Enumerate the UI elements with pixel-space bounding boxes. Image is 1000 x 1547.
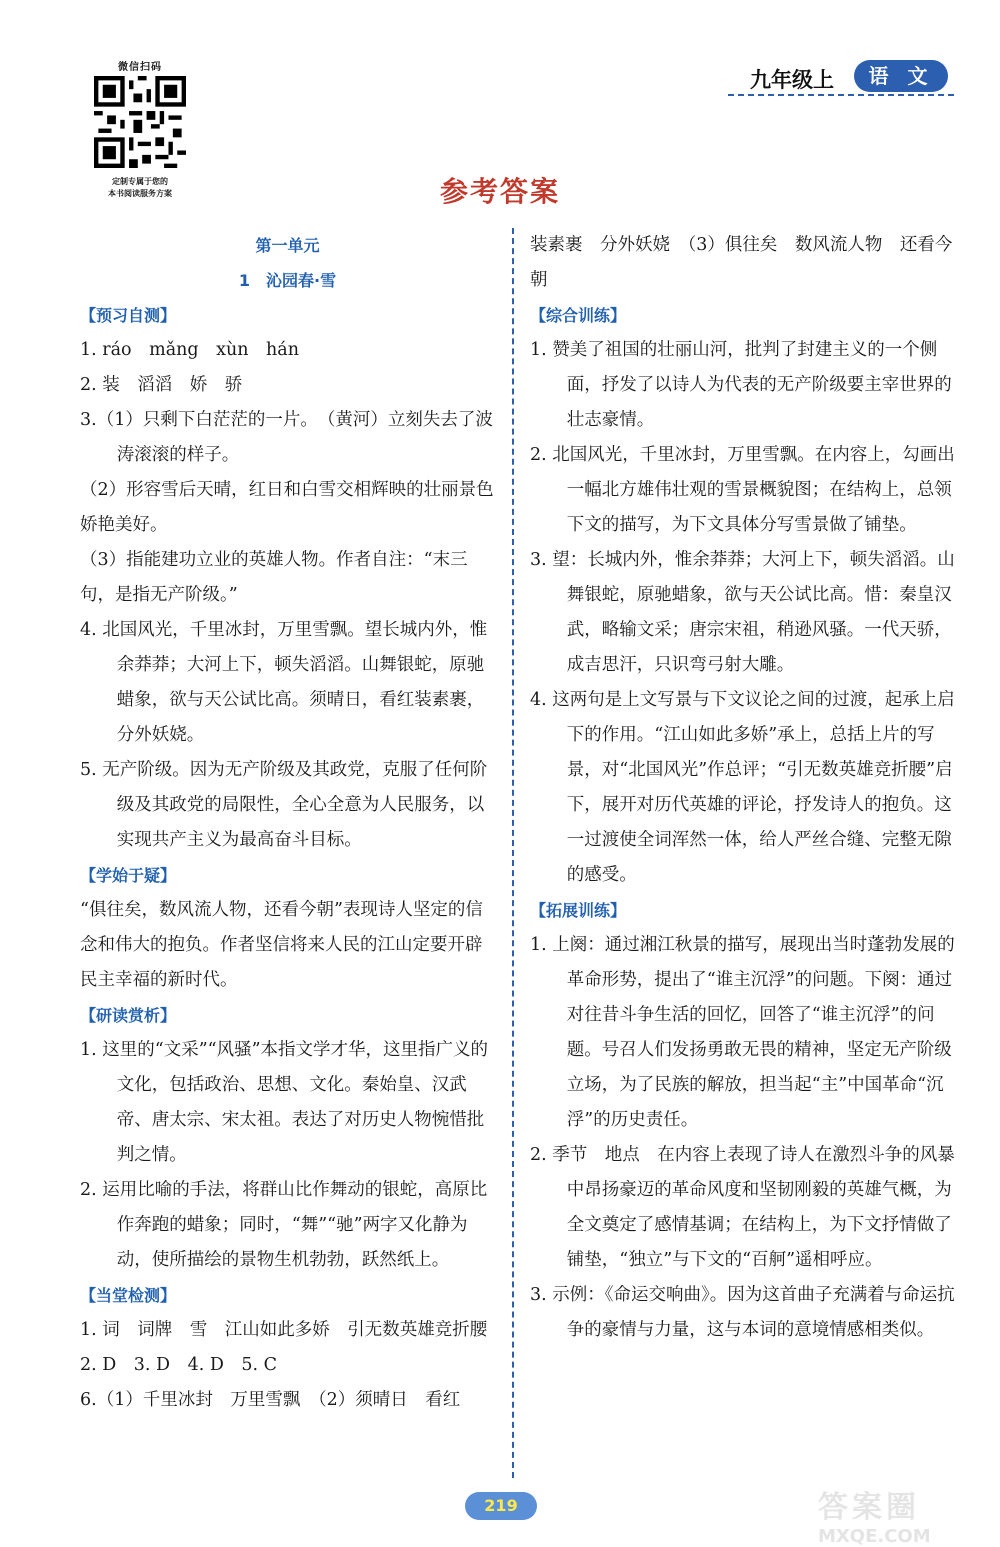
watermark-main: 答案圈 [818,1490,920,1525]
left-item-16: 1. 词 词牌 雪 江山如此多娇 引无数英雄竞折腰 [80,1320,488,1340]
left-para-7: （3）指能建功立业的英雄人物。作者自注：“末三句，是指无产阶级。” [80,550,468,605]
right-item-5: 4. 这两句是上文写景与下文议论之间的过渡，起承上启下的作用。“江山如此多娇”承上，总括上片的写景，对“北国风光”作总评；“引无数英雄竞折腰”启下，展开对历代英雄的评论，抒发诗人的抱负。这一过渡使全词浑然一体，给人严丝合缝、完整无隙的感受。 [530,690,955,885]
left-section-15: 【当堂检测】 [80,1286,177,1305]
left-item-13: 1. 这里的“文采”“风骚”本指文学才华，这里指广义的文化，包括政治、思想、文化。秦始皇、汉武帝、唐太宗、宋太祖。表达了对历史人物惋惜批判之情。 [80,1040,489,1165]
left-item-4: 2. 装 滔滔 娇 骄 [80,375,243,395]
right-item-7: 1. 上阕：通过湘江秋景的描写，展现出当时蓬勃发展的革命形势，提出了“谁主沉浮”的问题。下阕：通过对往昔斗争生活的回忆，回答了“谁主沉浮”的问题。号召人们发扬勇敢无畏的精神，坚定无产阶级立场，为了民族的解放，担当起“主”中国革命“沉浮”的历史责任。 [530,935,955,1130]
left-item-3: 1. ráo mǎng xùn hán [80,340,299,360]
column-divider [512,228,514,1478]
left-item-18: 6.（1）千里冰封 万里雪飘 （2）须晴日 看红 [80,1390,461,1410]
right-para-0: 装素裹 分外妖娆 （3）俱往矣 数风流人物 还看今朝 [530,235,953,290]
qr-caption-line-1: 定制专属于您的 [112,177,168,186]
right-column [530,228,960,1348]
left-item-5: 3.（1）只剩下白茫茫的一片。 （黄河）立刻失去了波涛滚滚的样子。 [80,410,493,465]
watermark-url: MXQE.COM [818,1526,931,1547]
left-section-12: 【研读赏析】 [80,1006,177,1025]
right-item-2: 1. 赞美了祖国的壮丽山河，批判了封建主义的一个侧面，抒发了以诗人为代表的无产阶级要主宰世界的壮志豪情。 [530,340,952,430]
left-section-10: 【学始于疑】 [80,866,177,885]
left-item-17: 2. D 3. D 4. D 5. C [80,1355,278,1375]
right-section-6: 【拓展训练】 [530,901,627,920]
left-item-8: 4. 北国风光，千里冰封，万里雪飘。望长城内外，惟余莽莽；大河上下，顿失滔滔。山舞银蛇，原驰蜡象，欲与天公试比高。须晴日，看红装素裹，分外妖娆。 [80,620,488,745]
subject-pill: 语 文 [854,60,948,92]
qr-caption-line-2: 本书阅读服务方案 [108,189,172,198]
header-underline [728,94,954,96]
left-item-14: 2. 运用比喻的手法，将群山比作舞动的银蛇，高原比作奔跑的蜡象；同时，“舞”“驰”两字又化静为动，使所描绘的景物生机勃勃，跃然纸上。 [80,1180,488,1270]
page-number-badge: 219 [465,1492,537,1520]
right-item-9: 3. 示例：《命运交响曲》。因为这首曲子充满着与命运抗争的豪情与力量，这与本词的意境情感相类似。 [530,1285,955,1340]
watermark-logo [818,1482,978,1547]
page-title: 参考答案 [439,175,560,208]
left-plain-11: “俱往矣，数风流人物，还看今朝”表现诗人坚定的信念和伟大的抱负。作者坚信将来人民的江山定要开辟民主幸福的新时代。 [80,900,483,990]
qr-caption-top: 微信扫码 [118,62,162,73]
left-para-6: （2）形容雪后天晴，红日和白雪交相辉映的壮丽景色 娇艳美好。 [80,480,529,535]
right-item-4: 3. 望：长城内外，惟余莽莽；大河上下，顿失滔滔。山舞银蛇，原驰蜡象，欲与天公试比高。惜：秦皇汉武，略输文采；唐宗宋祖，稍逊风骚。一代天骄，成吉思汗，只识弯弓射大雕。 [530,550,955,675]
left-lesson-1: 1 沁园春·雪 [238,271,337,290]
left-item-9: 5. 无产阶级。因为无产阶级及其政党，克服了任何阶级及其政党的局限性，全心全意为人民服务，以实现共产主义为最高奋斗目标。 [80,760,488,850]
left-unit-0: 第一单元 [255,236,320,255]
right-item-8: 2. 季节 地点 在内容上表现了诗人在激烈斗争的风暴中昂扬豪迈的革命风度和坚韧刚毅的英雄气概，为全文奠定了感情基调；在结构上，为下文抒情做了铺垫，“独立”与下文的“百舸”遥相呼应。 [530,1145,955,1270]
right-item-3: 2. 北国风光，千里冰封，万里雪飘。在内容上，勾画出一幅北方雄伟壮观的雪景概貌图；在结构上，总领下文的描写，为下文具体分写雪景做了铺垫。 [530,445,955,535]
qr-code-icon [94,76,186,168]
left-section-2: 【预习自测】 [80,306,177,325]
grade-label: 九年级上 [750,68,834,92]
left-column [80,228,529,1418]
header-tag [728,58,958,100]
right-section-1: 【综合训练】 [530,306,627,325]
